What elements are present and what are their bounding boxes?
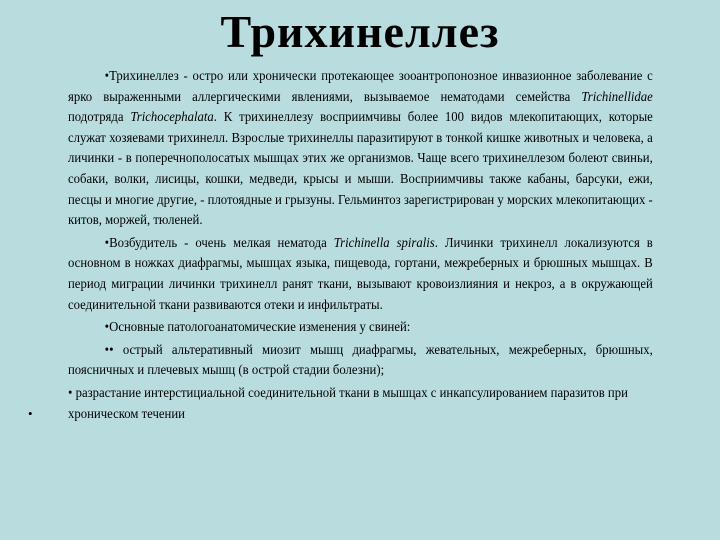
- paragraph-text: . К трихинеллезу восприимчивы более 100 видов млекопитающих, которые служат хозяевами трихинелл. Взрослые трихинеллы паразитируют в тонкой кишке животных и человека, а личинки - в поперечнополосатых мышцах этих же организмов. Чаще всего трихинеллезом болеют свиньи, собаки, волки, лисицы, кошки, медведи, крысы и мыши. Восприимчивы также кабаны, барсуки, ежи, песцы и многие другие, - плотоядные и грызуны. Гельминтоз зарегистрирован у морских млекопитающих - китов, моржей, тюленей.: [68, 109, 653, 228]
- outer-bullet: •: [28, 406, 33, 421]
- paragraph-chronic: • разрастание интерстициальной соединительной ткани в мышцах с инкапсулированием паразитов при хроническом течении: [68, 384, 628, 421]
- taxon-name: Trichocephalata: [130, 109, 214, 125]
- slide-title: Трихинеллез: [220, 6, 500, 57]
- paragraph-text: . Личинки трихинелл локализуются в основном в ножках диафрагмы, мышцах языка, пищевода, гортани, межреберных и брюшных мышцах. В период миграции личинки трихинелл ранят ткани, вызывают кровоизлияния и некроз, а в окружающей соединительной ткани развиваются отеки и инфильтраты.: [68, 234, 653, 312]
- taxon-name: Trichinellidae: [581, 88, 653, 104]
- paragraph-text: •Возбудитель - очень мелкая нематода: [104, 234, 334, 250]
- paragraph-text: •Трихинеллез - остро или хронически протекающее зооантропонозное инвазионное заболевание с ярко выраженными аллергическими явлениями, вызываемое нематодами семейства: [68, 68, 653, 104]
- paragraph-changes-heading: •Основные патологоанатомические изменения у свиней:: [104, 319, 411, 335]
- species-name: Trichinella spiralis: [333, 234, 435, 250]
- paragraph-pathogen: [68, 233, 653, 315]
- paragraph-text: подотряда: [68, 109, 131, 125]
- paragraph-acute: •• острый альтеративный миозит мышц диафрагмы, жевательных, межреберных, брюшных, поясничных и плечевых мышц (в острой стадии болезни);: [68, 341, 653, 378]
- paragraph-definition: [68, 66, 653, 231]
- slide-body: [68, 66, 653, 426]
